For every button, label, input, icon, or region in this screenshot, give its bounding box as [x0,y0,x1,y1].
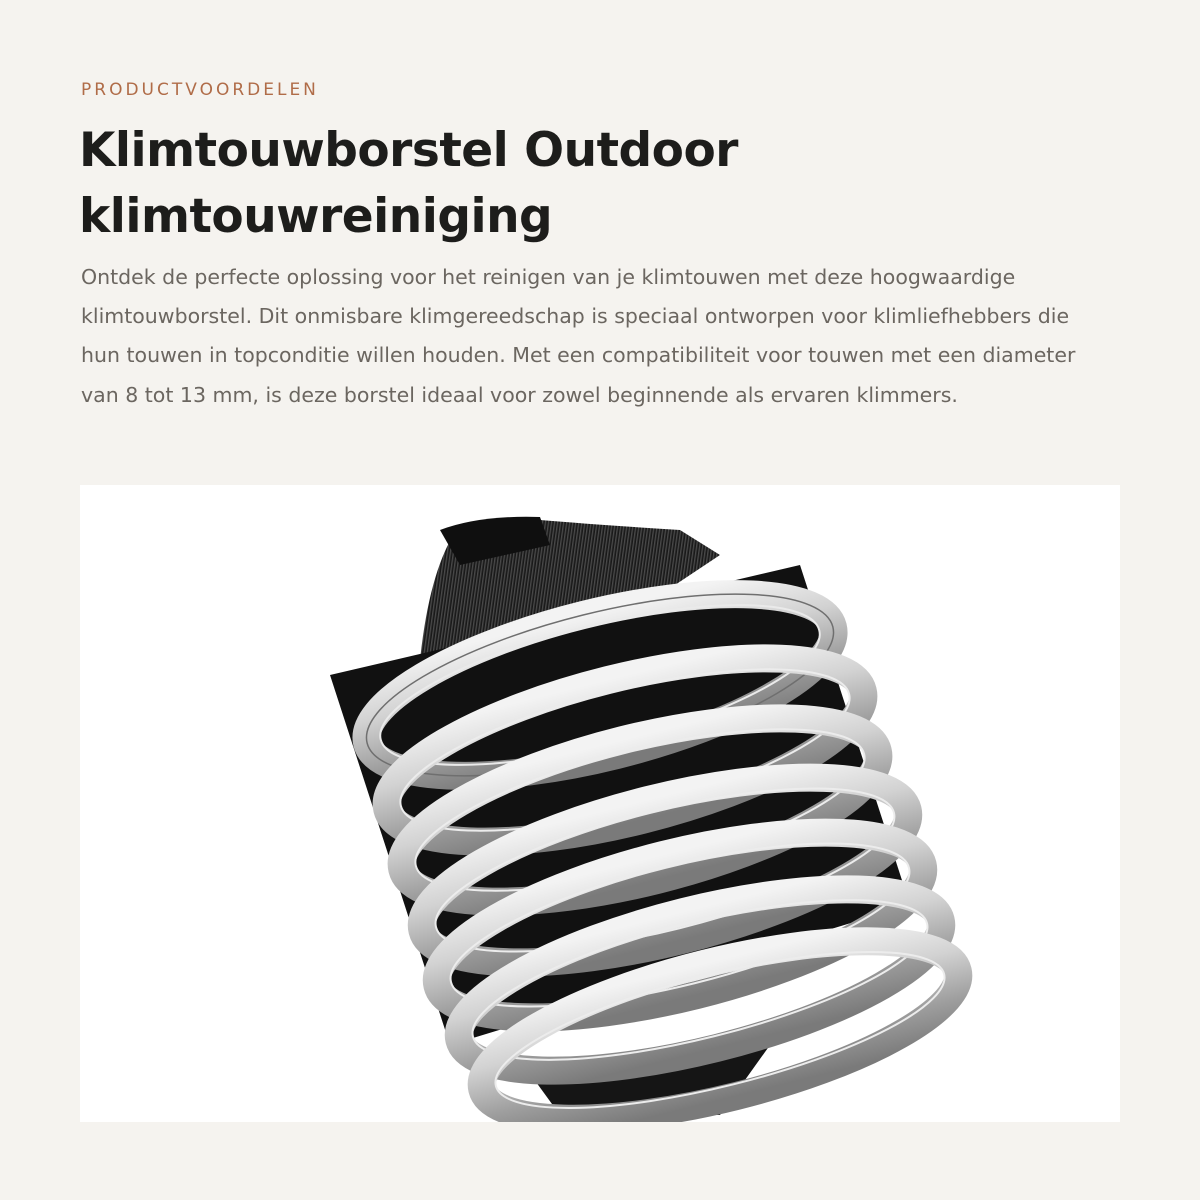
product-image-panel [80,485,1120,1122]
product-description: Ontdek de perfecte oplossing voor het reinigen van je klimtouwen met deze hoogwaardige klimtouwborstel. Dit onmisbare klimgereedschap is speciaal ontworpen voor klimliefhebbers die hun touwen in topconditie willen houden. Met een compatibiliteit voor touwen met een diameter van 8 tot 13 mm, is deze borstel ideaal voor zowel beginnende als ervaren klimmers. [81,265,1076,407]
product-title-line-2: klimtouwreiniging [79,189,553,244]
section-eyebrow: PRODUCTVOORDELEN [81,80,319,100]
product-title-line-1: Klimtouwborstel Outdoor [79,123,738,178]
product-title [79,118,1129,250]
rope-brush-illustration [80,485,1120,1122]
